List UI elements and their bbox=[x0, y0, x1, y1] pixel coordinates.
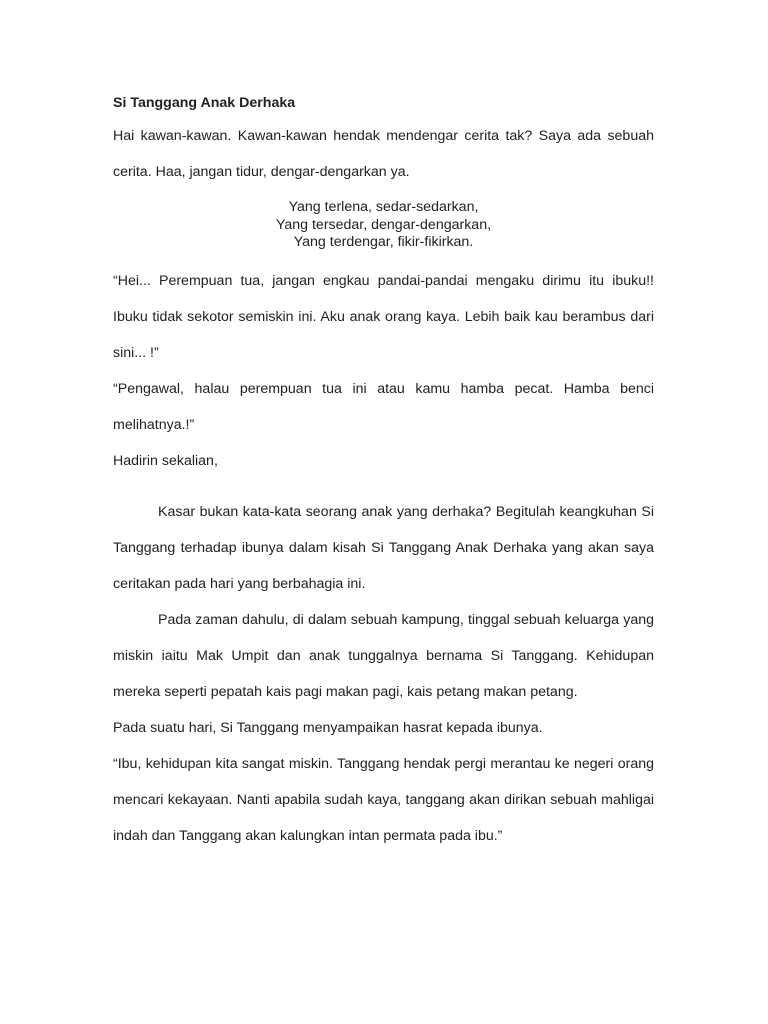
quote-paragraph-1: “Hei... Perempuan tua, jangan engkau pandai-pandai mengaku dirimu itu ibuku!! Ibuku tidak sekotor semiskin ini. Aku anak orang kaya. Lebih baik kau berambus dari sini... !” bbox=[113, 273, 654, 361]
intro-paragraph: Hai kawan-kawan. Kawan-kawan hendak mendengar cerita tak? Saya ada sebuah cerita. Haa, jangan tidur, dengar-dengarkan ya. bbox=[113, 128, 654, 180]
poem-line-2: Yang tersedar, dengar-dengarkan, bbox=[275, 216, 492, 233]
story-block bbox=[113, 494, 654, 854]
poem-block bbox=[113, 199, 654, 252]
poem-line-1: Yang terlena, sedar-sedarkan, bbox=[288, 199, 479, 215]
intro-block bbox=[113, 118, 654, 190]
hasrat-line: Pada suatu hari, Si Tanggang menyampaikan hasrat kepada ibunya. bbox=[113, 720, 543, 736]
poem-line-3: Yang terdengar, fikir-fikirkan. bbox=[293, 234, 474, 250]
story-paragraph-2: Pada zaman dahulu, di dalam sebuah kampung, tinggal sebuah keluarga yang miskin iaitu Mak Umpit dan anak tunggalnya bernama Si Tanggang. Kehidupan mereka seperti pepatah kais pagi makan pagi, kais petang makan petang. bbox=[113, 612, 654, 700]
dialogue-block bbox=[113, 263, 654, 479]
quote-paragraph-3: “Ibu, kehidupan kita sangat miskin. Tanggang hendak pergi merantau ke negeri orang mencari kekayaan. Nanti apabila sudah kaya, tanggang akan dirikan sebuah mahligai indah dan Tanggang akan kalungkan intan permata pada ibu.” bbox=[113, 756, 654, 844]
story-paragraph-1: Kasar bukan kata-kata seorang anak yang derhaka? Begitulah keangkuhan Si Tanggang terhadap ibunya dalam kisah Si Tanggang Anak Derhaka yang akan saya ceritakan pada hari yang berbahagia ini. bbox=[113, 504, 654, 592]
document-title: Si Tanggang Anak Derhaka bbox=[113, 95, 296, 111]
quote-paragraph-2: “Pengawal, halau perempuan tua ini atau kamu hamba pecat. Hamba benci melihatnya.!” bbox=[113, 381, 654, 433]
greeting-line: Hadirin sekalian, bbox=[113, 453, 218, 469]
